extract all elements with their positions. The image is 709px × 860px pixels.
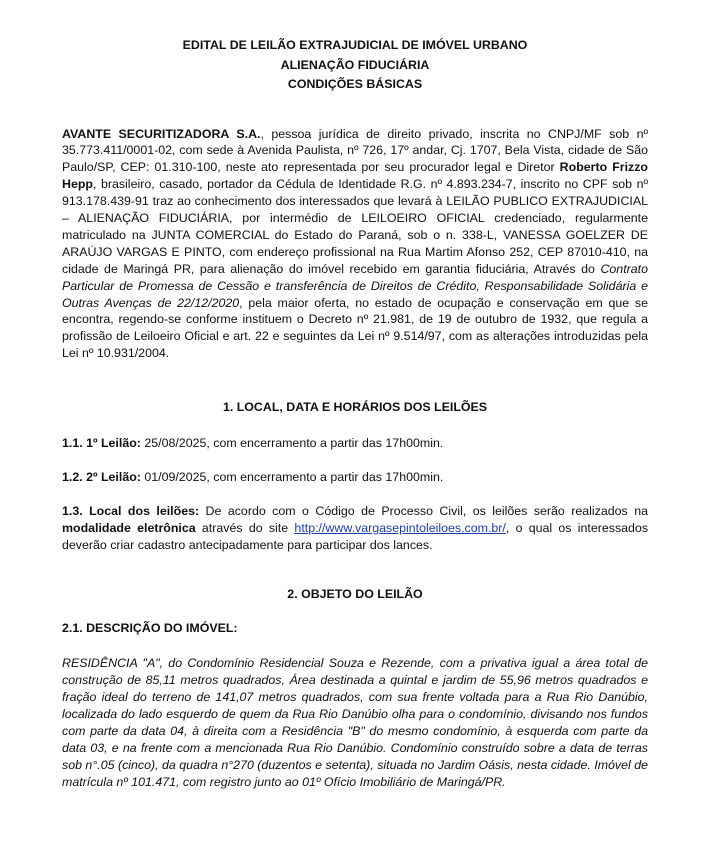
intro-paragraph (62, 126, 648, 363)
property-description: RESIDÊNCIA "A", do Condomínio Residencial Souza e Rezende, com a privativa igual a área total de construção de 85,11 metros quadrados, Área destinada a quintal e jardim de 55,96 metros quadrados e fração ideal do terreno de 141,07 metros quadrados, com sua frente voltada para a Rua Rio Danúbio, localizada do lado esquerdo de quem da Rua Rio Danúbio olha para o condomínio, divisando nos fundos com parte da data 04, à direita com a Residência "B" do mesmo condomínio, à esquerda com parte da data 03, e na frente com a mencionada Rua Rio Danúbio. Condomínio construído sobre a data de terras sob n°.05 (cinco), da quadra n°270 (duzentos e setenta), situada no Jardim Oásis, nesta cidade. Imóvel de matrícula nº 101.471, com registro junto ao 01º Ofício Imobiliário de Maringá/PR. (62, 656, 648, 789)
director-name: Roberto Frizzo Hepp (62, 160, 648, 192)
item-1-2-text: 01/09/2025, com encerramento a partir das 17h00min. (140, 470, 444, 484)
item-1-2 (62, 469, 648, 486)
item-1-3-text-3: , o qual os interessados deverão criar cadastro antecipadamente para participar dos lances. (62, 520, 649, 552)
title-line-2: ALIENAÇÃO FIDUCIÁRIA (280, 57, 430, 72)
intro-text-1: , pessoa jurídica de direito privado, inscrita no CNPJ/MF sob nº 35.773.411/0001-02, com sede à Avenida Paulista, nº 726, 17º andar, Cj. 1707, Bela Vista, cidade de São Paulo/SP, CEP: 01.310-100, neste ato representada por seu procurador legal e Diretor (62, 126, 648, 175)
section-1-heading: 1. LOCAL, DATA E HORÁRIOS DOS LEILÕES (222, 400, 488, 415)
title-line-3: CONDIÇÕES BÁSICAS (287, 77, 423, 91)
item-1-3-text-1: De acordo com o Código de Processo Civil, os leilões serão realizados na (199, 503, 648, 518)
title-line-1: EDITAL DE LEILÃO EXTRAJUDICIAL DE IMÓVEL URBANO (182, 38, 528, 52)
item-1-3-label: 1.3. Local dos leilões: (62, 503, 200, 518)
item-1-3 (62, 503, 648, 554)
item-1-2-label: 1.2. 2º Leilão: (62, 470, 141, 484)
section-2-heading: 2. OBJETO DO LEILÃO (287, 586, 423, 601)
item-1-1-text: 25/08/2025, com encerramento a partir das 17h00min. (140, 436, 444, 451)
item-1-1-label: 1.1. 1º Leilão: (62, 436, 141, 451)
company-name: AVANTE SECURITIZADORA S.A. (62, 126, 261, 141)
section-2-1-heading: 2.1. DESCRIÇÃO DO IMÓVEL: (62, 620, 238, 635)
electronic-modality: modalidade eletrônica (62, 520, 196, 535)
document-title (62, 36, 648, 95)
intro-text-2: , brasileiro, casado, portador da Cédula de Identidade R.G. nº 4.893.234-7, inscrito no CPF sob nº 913.178.439-91 traz ao conhecimento dos interessados que levará à LEILÃO PUBLICO EXTRAJUDICIAL – ALIENAÇÃO FIDUCIÁRIA, por intermédio de LEILOEIRO OFICIAL credenciado, regularmente matriculado na JUNTA COMERCIAL do Estado do Paraná, sob o n. 338-L, VANESSA GOELZER DE ARAÚJO VARGAS E PINTO, com endereço profissional na Rua Martim Afonso 252, CEP 87010-410, na cidade de Maringá PR, para alienação do imóvel recebido em garantia fiduciária, Através do (62, 177, 648, 276)
contract-title: Contrato Particular de Promessa de Cessão e transferência de Direitos de Crédito, Responsabilidade Solidária e Outras Avenças de 22/12/2020 (62, 261, 648, 310)
item-1-3-text-2: através do site (195, 520, 295, 535)
item-1-1 (62, 435, 648, 452)
document-page (62, 36, 648, 791)
intro-text-3: , pela maior oferta, no estado de ocupação e conservação em que se encontra, regendo-se conforme instituem o Decreto nº 21.981, de 19 de outubro de 1932, que regula a profissão de Leiloeiro Oficial e art. 22 e seguintes da Lei nº 9.514/97, com as alterações introduzidas pela Lei nº 10.931/2004. (62, 295, 648, 361)
auction-site-link[interactable]: http://www.vargasepintoleiloes.com.br/ (294, 520, 506, 535)
